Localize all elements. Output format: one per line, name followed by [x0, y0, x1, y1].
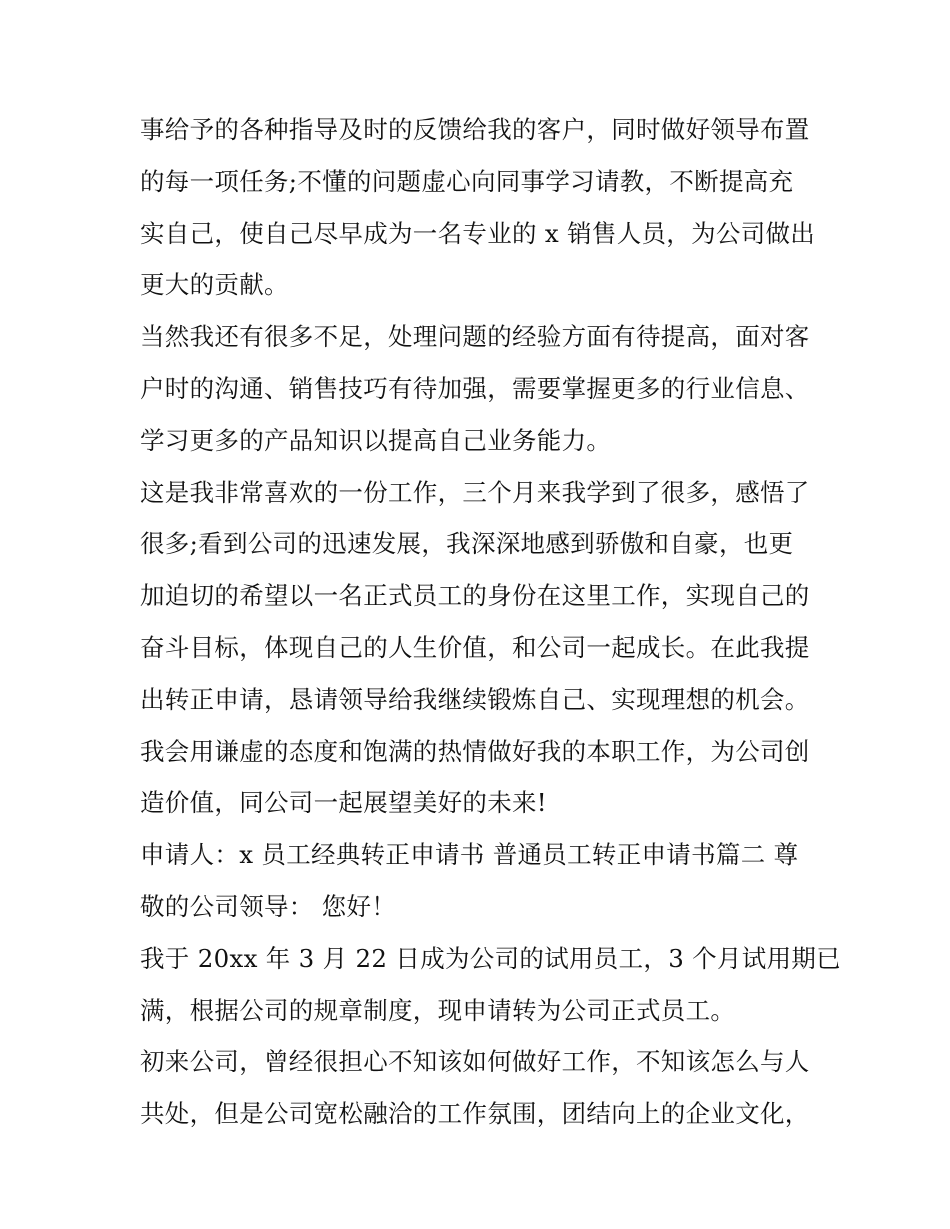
text-line: 这是我非常喜欢的一份工作，三个月来我学到了很多，感悟了	[140, 477, 810, 507]
text-line: 更大的贡献。	[140, 270, 289, 300]
paragraph-shortcomings	[140, 311, 820, 466]
paragraph-work-commitment	[140, 104, 820, 311]
text-line: 学习更多的产品知识以提高自己业务能力。	[140, 425, 612, 455]
text-line: 共处，但是公司宽松融洽的工作氛围，团结向上的企业文化，	[140, 1099, 810, 1129]
text-line: 当然我还有很多不足，处理问题的经验方面有待提高，面对客	[140, 322, 810, 352]
paragraph-trial-period	[140, 933, 841, 1037]
text-line: 敬的公司领导： 您好！	[140, 891, 397, 921]
text-line: 事给予的各种指导及时的反馈给我的客户，同时做好领导布置	[140, 115, 810, 144]
text-line: 出转正申请，恳请领导给我继续锻炼自己、实现理想的机会。	[140, 684, 810, 714]
text-line: 户时的沟通、销售技巧有待加强，需要掌握更多的行业信息、	[140, 373, 810, 403]
text-line: 奋斗目标，体现自己的人生价值，和公司一起成长。在此我提	[140, 632, 810, 662]
text-line: 申请人：x 员工经典转正申请书 普通员工转正申请书篇二 尊	[140, 840, 799, 870]
text-line: 我会用谦虚的态度和饱满的热情做好我的本职工作，为公司创	[140, 736, 810, 766]
text-line: 我于 20xx 年 3 月 22 日成为公司的试用员工，3 个月试用期已	[140, 943, 841, 973]
paragraph-first-arrival	[140, 1036, 820, 1140]
text-line: 实自己，使自己尽早成为一名专业的 x 销售人员，为公司做出	[140, 218, 816, 248]
paragraph-applicant-heading	[140, 829, 820, 933]
text-line: 造价值，同公司一起展望美好的未来!	[140, 788, 547, 818]
text-line: 很多;看到公司的迅速发展，我深深地感到骄傲和自豪，也更	[140, 529, 794, 559]
text-line: 的每一项任务;不懂的问题虚心向同事学习请教，不断提高充	[140, 166, 794, 196]
text-line: 满，根据公司的规章制度，现申请转为公司正式员工。	[140, 995, 736, 1025]
text-line: 加迫切的希望以一名正式员工的身份在这里工作，实现自己的	[140, 581, 810, 611]
paragraph-conclusion	[140, 467, 820, 830]
document-body	[140, 104, 841, 1140]
text-line: 初来公司，曾经很担心不知该如何做好工作，不知该怎么与人	[140, 1047, 810, 1077]
